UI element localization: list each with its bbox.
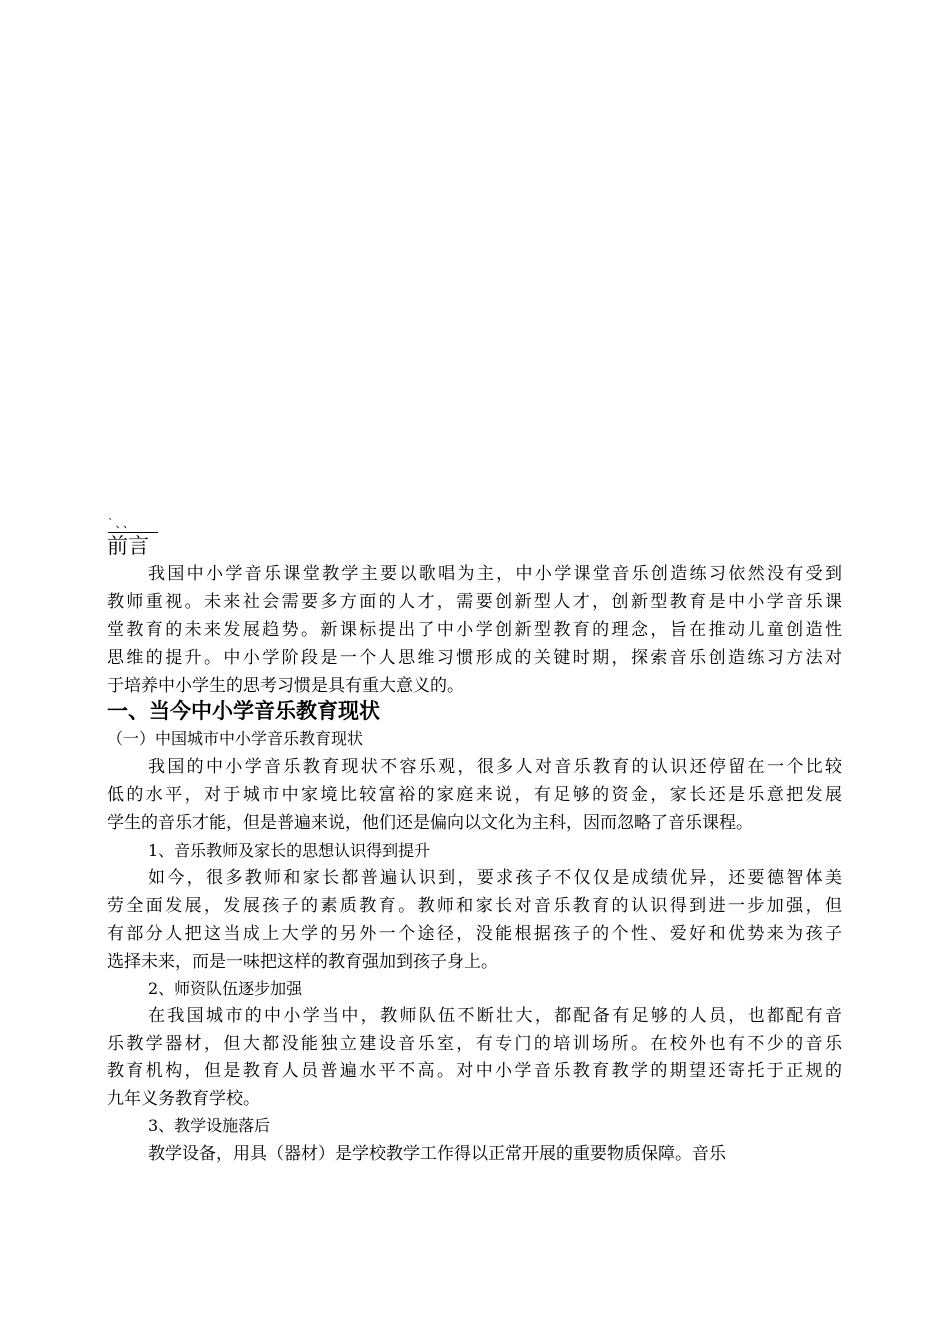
- item1-line-1: 如今，很多教师和家长都普遍认识到，要求孩子不仅仅是成绩优异，还要德智体美: [148, 868, 842, 888]
- item-3-heading: 3、教学设施落后: [148, 1116, 271, 1135]
- item2-line-3: 教育机构，但是教育人员普遍水平不高。对中小学音乐教育教学的期望还寄托于正规的: [107, 1061, 842, 1081]
- item-2-heading: 2、师资队伍逐步加强: [148, 979, 303, 998]
- sub1-line-3: 学生的音乐才能，但是普遍来说，他们还是偏向以文化为主科，因而忽略了音乐课程。: [107, 813, 753, 833]
- preface-line-1: 我国中小学音乐课堂教学主要以歌唱为主，中小学课堂音乐创造练习依然没有受到: [148, 564, 842, 584]
- preface-line-2: 教师重视。未来社会需要多方面的人才，需要创新型人才，创新型教育是中小学音乐课: [107, 592, 842, 612]
- preface-line-5: 于培养中小学生的思考习惯是具有重大意义的。: [107, 676, 464, 696]
- sub1-line-1: 我国的中小学音乐教育现状不容乐观，很多人对音乐教育的认识还停留在一个比较: [148, 757, 842, 777]
- item1-line-3: 有部分人把这当成上大学的另外一个途径，没能根据孩子的个性、爱好和优势来为孩子: [107, 924, 842, 944]
- item3-line-1: 教学设备，用具（器材）是学校教学工作得以正常开展的重要物质保障。音乐: [148, 1144, 726, 1164]
- preface-line-4: 思维的提升。中小学阶段是一个人思维习惯形成的关键时期，探索音乐创造练习方法对: [107, 648, 842, 668]
- preface-heading: 前言: [107, 534, 149, 558]
- item2-line-4: 九年义务教育学校。: [107, 1089, 260, 1109]
- section-1-heading: 一、当今中小学音乐教育现状: [107, 699, 380, 723]
- item1-line-2: 劳全面发展，发展孩子的素质教育。教师和家长对音乐教育的认识得到进一步加强，但: [107, 896, 842, 916]
- item2-line-1: 在我国城市的中小学当中，教师队伍不断壮大，都配备有足够的人员，也都配有音: [148, 1006, 842, 1026]
- subsection-1-heading: （一）中国城市中小学音乐教育现状: [107, 729, 364, 748]
- header-mark: `、、: [108, 518, 158, 533]
- preface-line-3: 堂教育的未来发展趋势。新课标提出了中小学创新型教育的理念，旨在推动儿童创造性: [107, 620, 842, 640]
- item2-line-2: 乐教学器材，但大都没能独立建设音乐室，有专门的培训场所。在校外也有不少的音乐: [107, 1034, 842, 1054]
- sub1-line-2: 低的水平，对于城市中家境比较富裕的家庭来说，有足够的资金，家长还是乐意把发展: [107, 785, 842, 805]
- item-1-heading: 1、音乐教师及家长的思想认识得到提升: [148, 841, 431, 860]
- item1-line-4: 选择未来，而是一味把这样的教育强加到孩子身上。: [107, 952, 498, 972]
